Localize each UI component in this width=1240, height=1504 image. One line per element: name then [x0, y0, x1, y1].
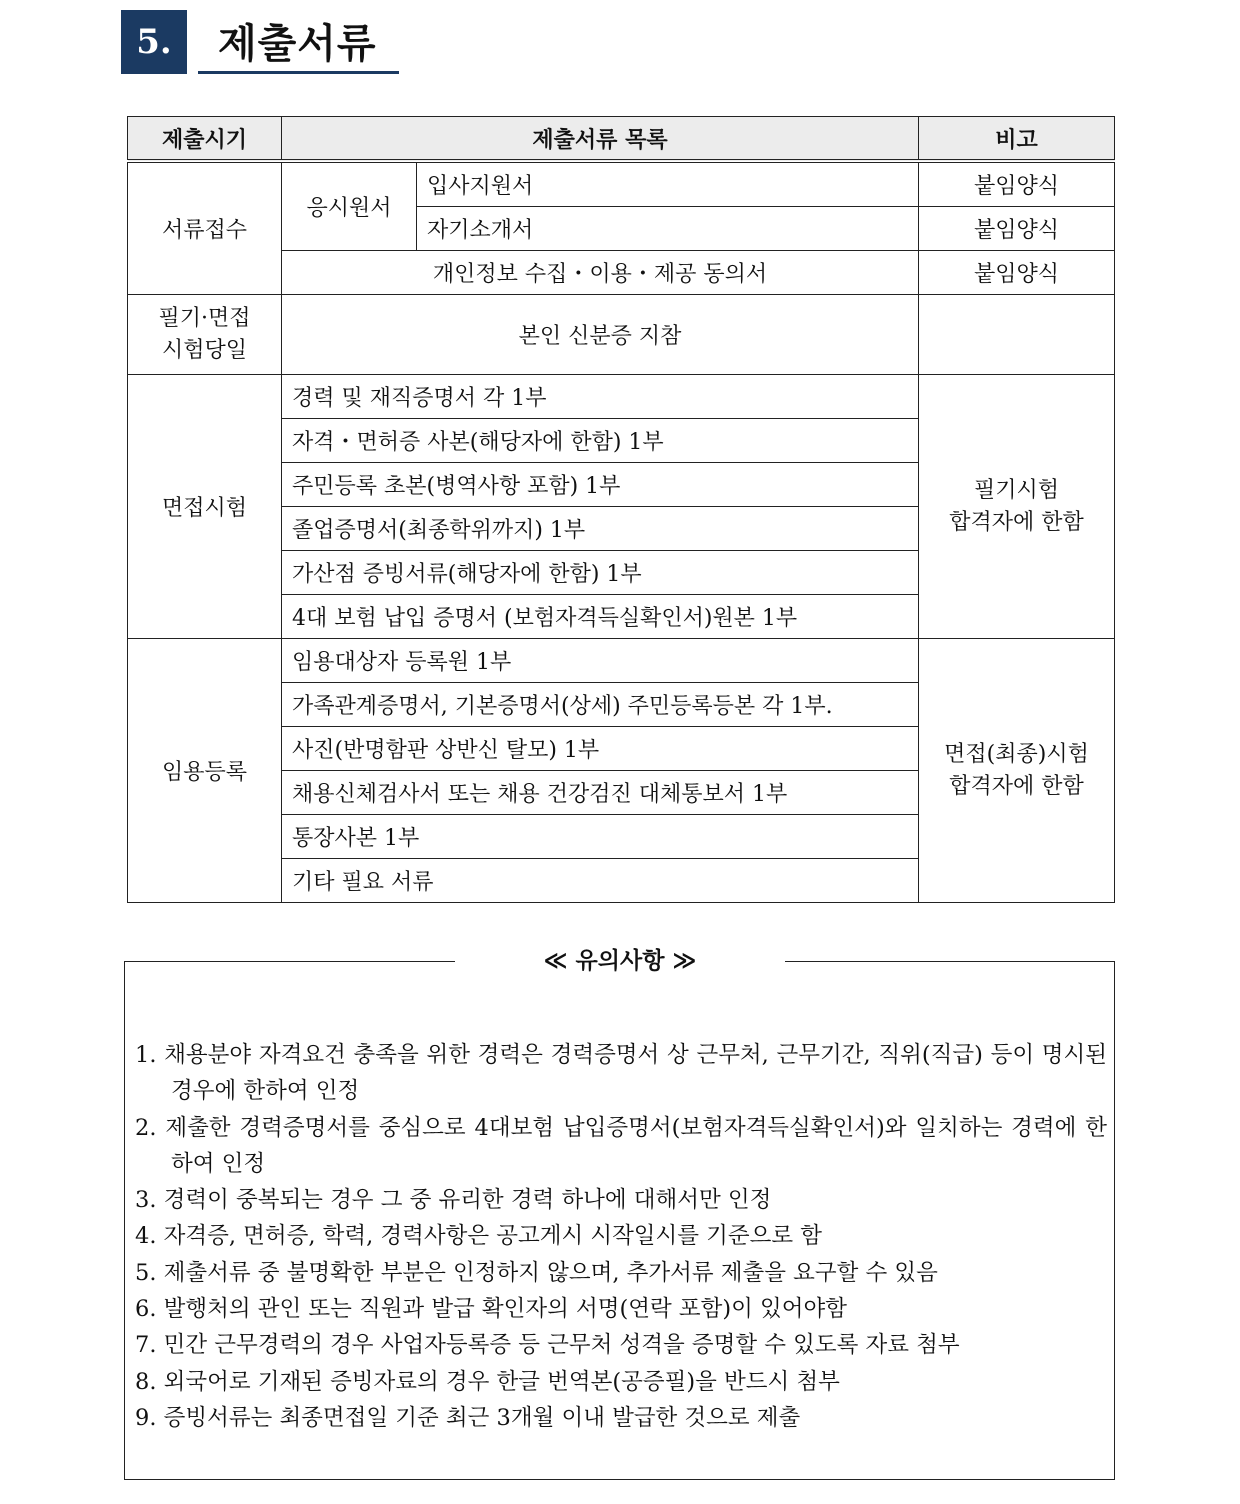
- doc-item: 주민등록 초본(병역사항 포함) 1부: [282, 463, 919, 507]
- doc-item: 사진(반명함판 상반신 탈모) 1부: [282, 727, 919, 771]
- notice-item: 8. 외국어로 기재된 증빙자료의 경우 한글 번역본(공증필)을 반드시 첨부: [135, 1368, 840, 1395]
- doc-item: 자기소개서: [417, 207, 919, 251]
- notice-item: 5. 제출서류 중 불명확한 부분은 인정하지 않으며, 추가서류 제출을 요구할 수 있음: [135, 1259, 938, 1286]
- note-interview: [919, 375, 1115, 639]
- doc-item: 졸업증명서(최종학위까지) 1부: [282, 507, 919, 551]
- notice-list: [135, 1037, 1107, 1436]
- notice-item: 2. 제출한 경력증명서를 중심으로 4대보험 납입증명서(보험자격득실확인서)와 일치하는 경력에 한하여 인정: [135, 1114, 1107, 1177]
- doc-item: 4대 보험 납입 증명서 (보험자격득실확인서)원본 1부: [282, 595, 919, 639]
- doc-item: 채용신체검사서 또는 채용 건강검진 대체통보서 1부: [282, 771, 919, 815]
- doc-item: 가산점 증빙서류(해당자에 한함) 1부: [282, 551, 919, 595]
- group-application: 응시원서: [282, 161, 417, 251]
- header-list: 제출서류 목록: [282, 117, 919, 162]
- note-line: 합격자에 한함: [949, 773, 1084, 799]
- notice-item: 4. 자격증, 면허증, 학력, 경력사항은 공고게시 시작일시를 기준으로 함: [135, 1223, 822, 1250]
- doc-item: 기타 필요 서류: [282, 859, 919, 903]
- note-appointment: [919, 639, 1115, 903]
- timing-line: 필기·면접: [158, 305, 251, 331]
- table-row: [128, 375, 1115, 419]
- table-row: [128, 295, 1115, 375]
- documents-table: [127, 116, 1115, 903]
- doc-item: 통장사본 1부: [282, 815, 919, 859]
- doc-note: 붙임양식: [919, 207, 1115, 251]
- notice-item: 3. 경력이 중복되는 경우 그 중 유리한 경력 하나에 대해서만 인정: [135, 1187, 772, 1214]
- note-line: 면접(최종)시험: [944, 741, 1089, 767]
- note-line: 합격자에 한함: [949, 509, 1084, 535]
- timing-line: 시험당일: [161, 337, 247, 363]
- notice-item: 7. 민간 근무경력의 경우 사업자등록증 등 근무처 성격을 증명할 수 있도록 자료 첨부: [135, 1332, 960, 1359]
- table-header-row: [128, 117, 1115, 162]
- doc-item: 경력 및 재직증명서 각 1부: [282, 375, 919, 419]
- timing-doc-receipt: 서류접수: [128, 161, 282, 295]
- doc-item: 본인 신분증 지참: [282, 295, 919, 375]
- timing-interview: 면접시험: [128, 375, 282, 639]
- doc-item: 가족관계증명서, 기본증명서(상세) 주민등록등본 각 1부.: [282, 683, 919, 727]
- notice-item: 1. 채용분야 자격요건 충족을 위한 경력은 경력증명서 상 근무처, 근무기간, 직위(직급) 등이 명시된 경우에 한하여 인정: [135, 1042, 1107, 1105]
- doc-note: [919, 295, 1115, 375]
- doc-note: 붙임양식: [919, 161, 1115, 207]
- notice-title: ≪ 유의사항 ≫: [455, 944, 785, 978]
- timing-exam-day: [128, 295, 282, 375]
- doc-item: 입사지원서: [417, 161, 919, 207]
- note-line: 필기시험: [974, 477, 1060, 503]
- doc-note: 붙임양식: [919, 251, 1115, 295]
- section-title-underline: [198, 71, 399, 74]
- section-title: 제출서류: [218, 21, 377, 67]
- table-row: [128, 161, 1115, 207]
- notice-item: 6. 발행처의 관인 또는 직원과 발급 확인자의 서명(연락 포함)이 있어야함: [135, 1296, 847, 1323]
- section-number: 5.: [121, 10, 187, 74]
- notice-item: 9. 증빙서류는 최종면접일 기준 최근 3개월 이내 발급한 것으로 제출: [135, 1404, 801, 1431]
- timing-appointment: 임용등록: [128, 639, 282, 903]
- doc-item: 임용대상자 등록원 1부: [282, 639, 919, 683]
- table-row: [128, 639, 1115, 683]
- header-timing: 제출시기: [128, 117, 282, 162]
- header-note: 비고: [919, 117, 1115, 162]
- doc-item: 자격・면허증 사본(해당자에 한함) 1부: [282, 419, 919, 463]
- doc-item: 개인정보 수집・이용・제공 동의서: [282, 251, 919, 295]
